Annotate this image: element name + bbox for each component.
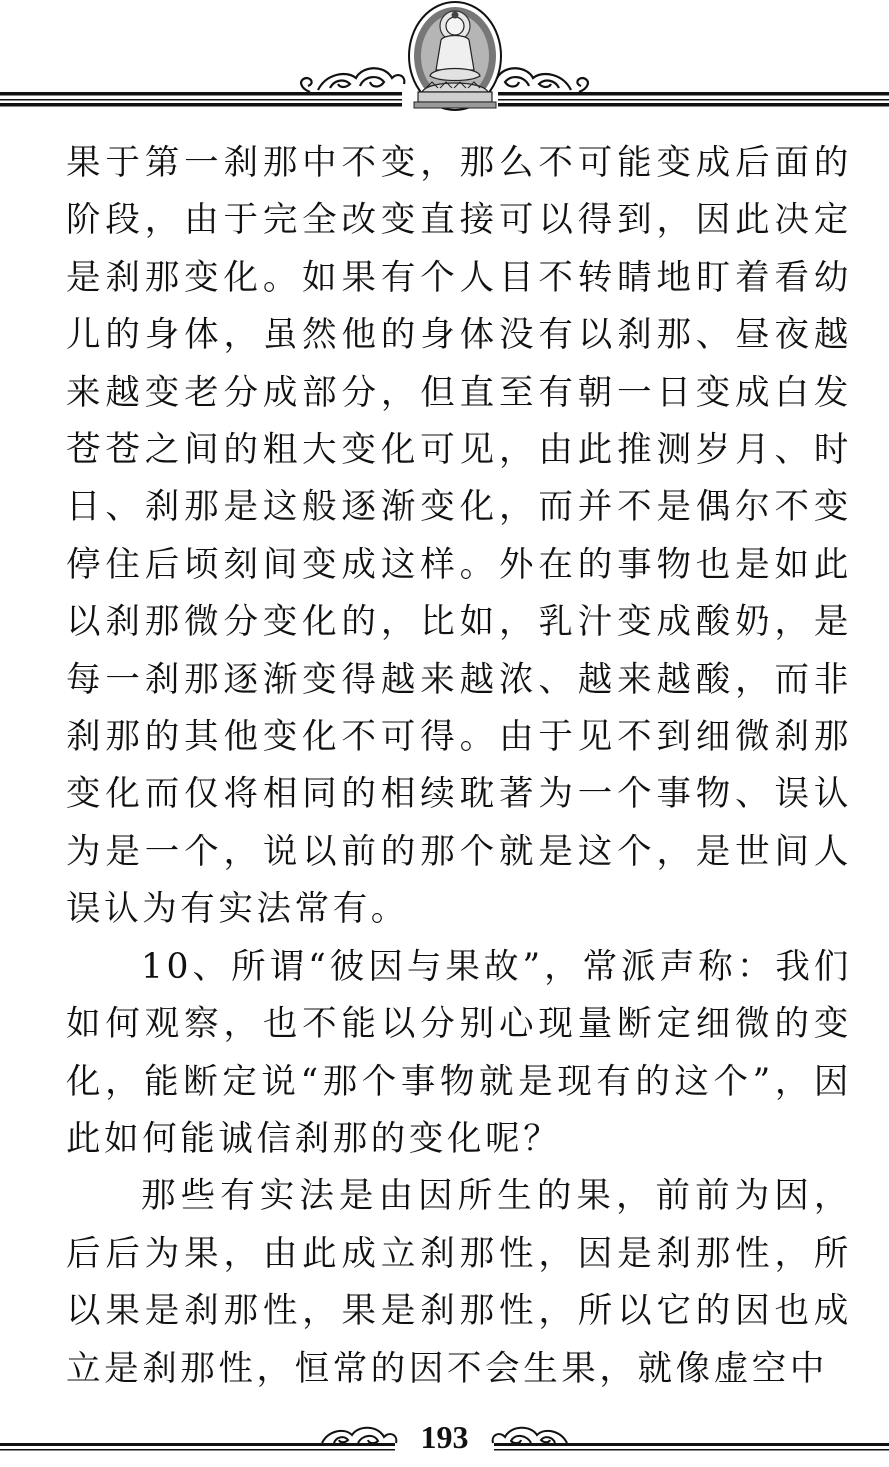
paragraph-2: 10、所谓“彼因与果故”，常派声称：我们如何观察，也不能以分别心现量断定细微的变化，能断定说“那个事物就是现有的这个”，因此如何能诚信刹那的变化呢？: [66, 946, 852, 1159]
paragraph-3: 那些有实法是由因所生的果，前前为因，后后为果，由此成立刹那性，因是刹那性，所以果是刹那性，果是刹那性，所以它的因也成立是刹那性，恒常的因不会生果，就像虚空中: [66, 1176, 852, 1389]
cloud-scroll-left-icon: [301, 68, 404, 92]
body-text: [66, 135, 852, 1398]
paragraph-1: 果于第一刹那中不变，那么不可能变成后面的阶段，由于完全改变直接可以得到，因此决定是刹那变化。如果有个人目不转睛地盯着看幼儿的身体，虽然他的身体没有以刹那、昼夜越来越变老分成部分，但直至有朝一日变成白发苍苍之间的粗大变化可见，由此推测岁月、时日、刹那是这般逐渐变化，而并不是偶尔不变停住后顷刻间变成这样。外在的事物也是如此以刹那微分变化的，比如，乳汁变成酸奶，是每一刹那逐渐变得越来越浓、越来越酸，而非刹那的其他变化不可得。由于见不到细微刹那变化而仅将相同的相续耽著为一个事物、误认为是一个，说以前的那个就是这个，是世间人误认为有实法常有。: [66, 143, 852, 930]
seated-buddha-icon: [409, 2, 501, 110]
header-rule-left: [0, 92, 402, 107]
page-number: 193: [420, 1419, 469, 1455]
cloud-scroll-right-icon: [485, 68, 588, 92]
page-header: [0, 0, 889, 118]
header-ornament: [0, 0, 889, 118]
header-rule-right: [498, 92, 889, 107]
